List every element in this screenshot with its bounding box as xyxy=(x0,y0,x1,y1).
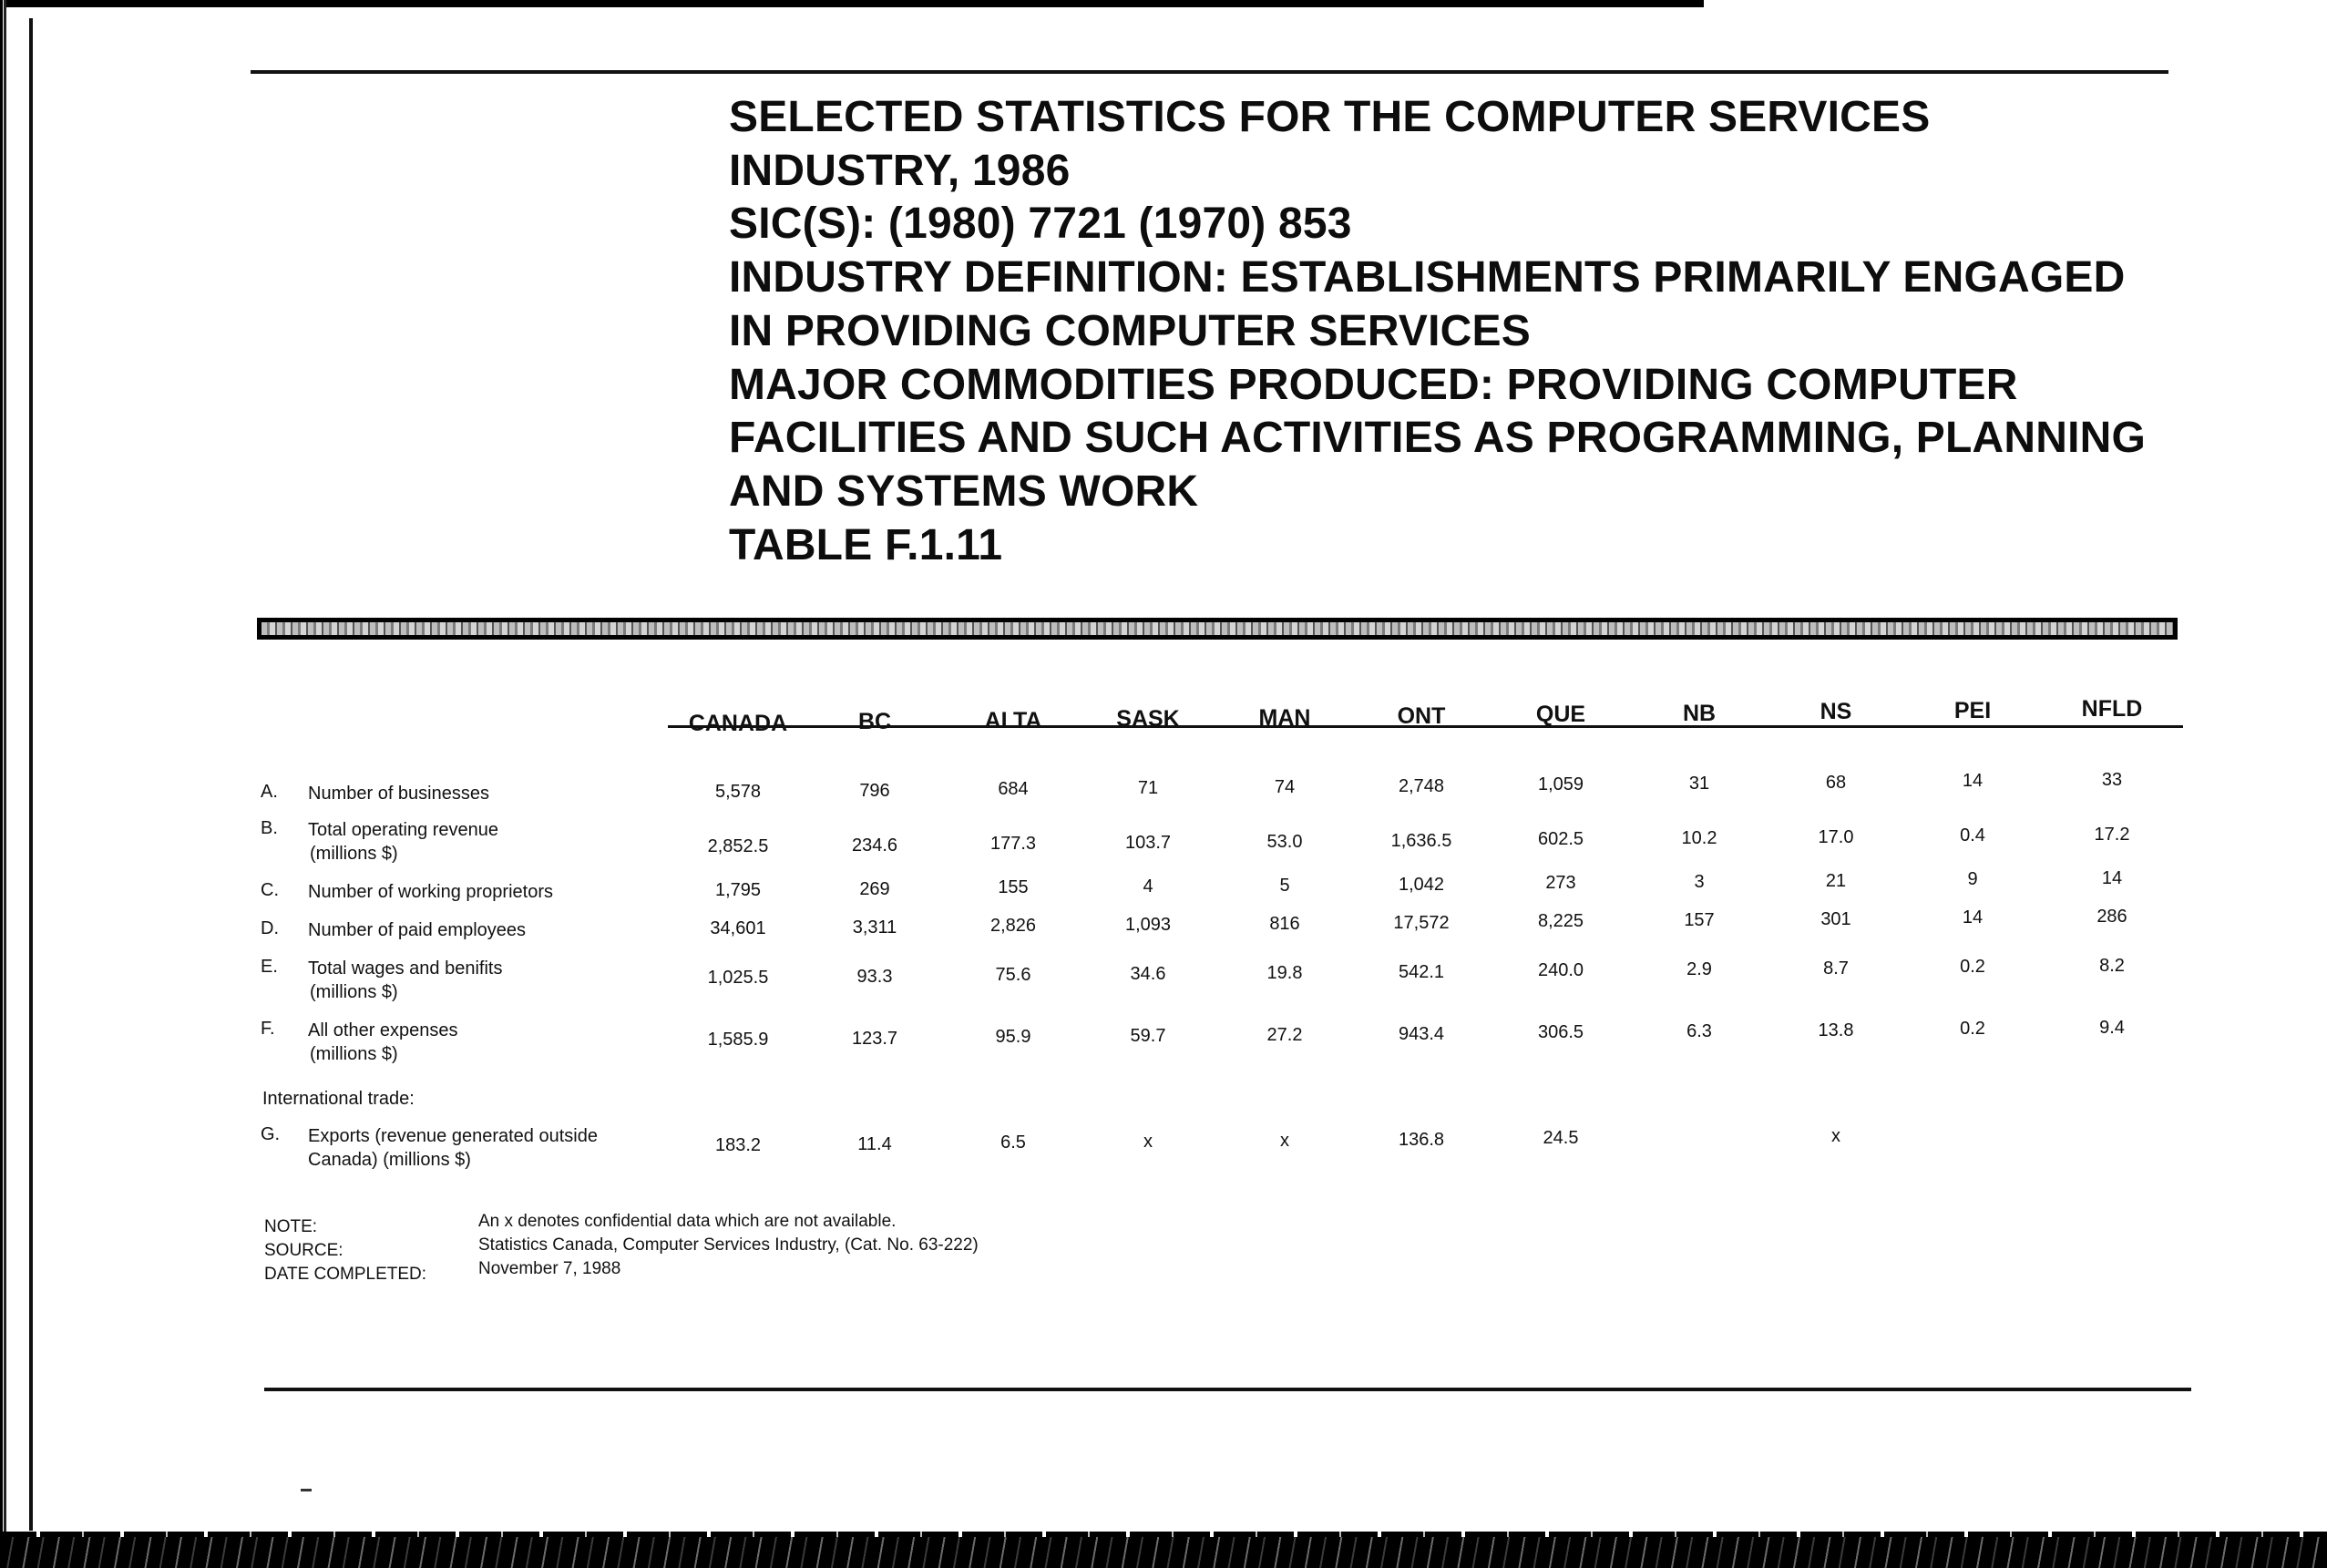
table-cell: 34,601 xyxy=(710,918,766,938)
table-cell: 5 xyxy=(1279,875,1290,896)
table-cell: 301 xyxy=(1820,908,1851,929)
table-cell: 177.3 xyxy=(989,834,1037,855)
table-top-band xyxy=(257,618,2178,640)
table-cell: 10.2 xyxy=(1681,827,1717,848)
table-cell: 9.4 xyxy=(2099,1018,2125,1038)
scan-border-bottom xyxy=(0,1532,2327,1568)
heading-line: SIC(S): (1980) 7721 (1970) 853 xyxy=(729,200,1352,249)
international-trade-label: International trade: xyxy=(262,1089,415,1109)
table-cell: 2,748 xyxy=(1398,775,1445,796)
table-cell: 6.5 xyxy=(1000,1132,1026,1153)
note-text: An x denotes confidential data which are not available. xyxy=(478,1212,897,1231)
table-cell: 59.7 xyxy=(1130,1026,1166,1047)
table-number: TABLE F.1.11 xyxy=(729,520,1003,569)
table-cell: 943.4 xyxy=(1398,1023,1445,1044)
table-cell: 17,572 xyxy=(1393,912,1450,933)
note-label: SOURCE: xyxy=(264,1241,343,1260)
heading-line: INDUSTRY, 1986 xyxy=(729,146,1071,195)
row-label xyxy=(308,957,502,1004)
table-cell: 33 xyxy=(2101,770,2123,790)
table-cell: 542.1 xyxy=(1398,961,1445,982)
column-header-pei: PEI xyxy=(1953,697,1992,723)
row-letter: F. xyxy=(261,1019,275,1039)
table-cell: 2,852.5 xyxy=(707,836,769,856)
note-label: NOTE: xyxy=(264,1217,318,1236)
table-cell: 8.7 xyxy=(1823,958,1849,979)
row-label-line: Total operating revenue xyxy=(308,820,499,840)
row-label-line: Number of paid employees xyxy=(308,920,527,940)
table-cell: 74 xyxy=(1274,776,1296,797)
table-cell: 21 xyxy=(1825,870,1847,891)
table-cell: 155 xyxy=(998,877,1029,898)
row-label-line: (millions $) xyxy=(310,1044,398,1064)
heading-line: AND SYSTEMS WORK xyxy=(729,466,1199,516)
table-cell: 183.2 xyxy=(714,1135,762,1155)
table-cell: 53.0 xyxy=(1266,831,1303,852)
row-label-line: (millions $) xyxy=(310,844,398,864)
table-cell: 1,059 xyxy=(1537,774,1584,795)
row-letter: E. xyxy=(261,957,278,977)
table-cell: 1,795 xyxy=(714,880,762,900)
table-cell: 27.2 xyxy=(1266,1024,1303,1045)
column-header-nb: NB xyxy=(1682,700,1717,726)
table-cell: 1,025.5 xyxy=(707,968,769,988)
table-cell: 1,093 xyxy=(1124,915,1172,936)
table-cell: 24.5 xyxy=(1543,1128,1579,1149)
row-label-line: Number of working proprietors xyxy=(308,882,553,902)
row-label xyxy=(308,1124,598,1172)
row-letter: B. xyxy=(261,818,278,838)
heading-line: INDUSTRY DEFINITION: ESTABLISHMENTS PRIMARILY ENGAGED xyxy=(729,253,2126,302)
column-header-man: MAN xyxy=(1258,704,1311,731)
row-label xyxy=(308,918,526,942)
note-label: DATE COMPLETED: xyxy=(264,1265,427,1284)
table-cell: 273 xyxy=(1545,873,1576,894)
table-cell: 1,585.9 xyxy=(707,1030,769,1050)
top-rule xyxy=(251,70,2168,74)
scan-border-top xyxy=(0,0,1704,7)
scan-border-left xyxy=(0,0,6,1568)
table-cell: 13.8 xyxy=(1818,1020,1854,1040)
table-cell: 14 xyxy=(1962,771,1984,792)
table-cell: 234.6 xyxy=(851,835,898,856)
table-cell: 103.7 xyxy=(1124,833,1172,854)
row-label-line: All other expenses xyxy=(308,1020,458,1040)
heading-line: SELECTED STATISTICS FOR THE COMPUTER SERVICES xyxy=(729,93,1931,141)
column-header-canada: CANADA xyxy=(688,711,788,736)
heading-line: MAJOR COMMODITIES PRODUCED: PROVIDING COMPUTER xyxy=(729,360,2018,409)
table-cell: 123.7 xyxy=(851,1028,898,1049)
row-letter: C. xyxy=(261,880,279,900)
table-cell: 0.4 xyxy=(1960,825,1985,846)
table-cell: 0.2 xyxy=(1960,957,1985,978)
column-header-bc: BC xyxy=(857,709,892,735)
row-letter: G. xyxy=(261,1124,281,1144)
table-cell: 19.8 xyxy=(1266,962,1303,983)
table-cell: x xyxy=(1280,1130,1289,1151)
row-label xyxy=(308,880,553,904)
table-cell: x xyxy=(1831,1125,1840,1146)
table-cell: 68 xyxy=(1825,772,1847,793)
row-label xyxy=(308,1019,458,1066)
row-label-line: Exports (revenue generated outside xyxy=(308,1126,598,1146)
table-cell: 816 xyxy=(1269,913,1300,934)
row-label xyxy=(308,782,489,805)
table-cell: 17.2 xyxy=(2094,825,2130,845)
row-label-line: Number of businesses xyxy=(308,784,489,804)
column-header-ns: NS xyxy=(1820,699,1852,725)
heading-line: FACILITIES AND SUCH ACTIVITIES AS PROGRAMMING, PLANNING xyxy=(729,414,2147,463)
column-header-sask: SASK xyxy=(1116,706,1180,733)
table-cell: 9 xyxy=(1967,869,1978,890)
table-cell: 14 xyxy=(2101,868,2123,888)
table-cell: 796 xyxy=(859,780,890,801)
column-header-nfld: NFLD xyxy=(2081,696,2143,722)
table-cell: 684 xyxy=(998,779,1029,800)
table-cell: 75.6 xyxy=(995,965,1031,986)
table-cell: 286 xyxy=(2096,907,2127,927)
scan-border-left-inner xyxy=(29,18,33,1531)
table-cell: 306.5 xyxy=(1537,1022,1584,1043)
bottom-rule xyxy=(264,1388,2191,1391)
table-cell: 95.9 xyxy=(995,1027,1031,1048)
heading-line: IN PROVIDING COMPUTER SERVICES xyxy=(729,306,1531,355)
row-label-line: Total wages and benifits xyxy=(308,958,503,979)
table-cell: 93.3 xyxy=(856,966,893,987)
table-cell: 14 xyxy=(1962,907,1984,928)
table-cell: 3 xyxy=(1694,871,1705,892)
table-cell: 1,636.5 xyxy=(1390,830,1452,851)
table-cell: 2.9 xyxy=(1686,958,1712,979)
table-cell: 31 xyxy=(1688,773,1710,794)
table-cell: 17.0 xyxy=(1818,826,1854,847)
table-cell: 269 xyxy=(859,878,890,899)
scan-speck xyxy=(301,1489,312,1491)
table-cell: 5,578 xyxy=(714,782,762,802)
table-cell: 602.5 xyxy=(1537,829,1584,850)
column-header-ont: ONT xyxy=(1397,703,1446,729)
table-cell: 136.8 xyxy=(1398,1129,1445,1150)
table-cell: 34.6 xyxy=(1130,964,1166,985)
note-text: Statistics Canada, Computer Services Industry, (Cat. No. 63-222) xyxy=(478,1235,979,1255)
table-cell: 0.2 xyxy=(1960,1019,1985,1040)
table-cell: 71 xyxy=(1137,778,1159,799)
table-cell: 8.2 xyxy=(2099,956,2125,976)
row-letter: D. xyxy=(261,918,279,938)
row-label-line: (millions $) xyxy=(310,982,398,1002)
table-cell: 240.0 xyxy=(1537,960,1584,981)
row-letter: A. xyxy=(261,782,278,802)
table-cell: 1,042 xyxy=(1398,874,1445,895)
column-header-alta: ALTA xyxy=(984,707,1042,733)
document-heading xyxy=(729,91,2205,572)
table-cell: 6.3 xyxy=(1686,1020,1712,1041)
table-cell: 3,311 xyxy=(852,917,897,938)
row-label xyxy=(308,818,498,866)
table-cell: 4 xyxy=(1143,876,1153,897)
table-cell: 2,826 xyxy=(989,916,1037,937)
table-cell: 11.4 xyxy=(857,1133,892,1154)
note-text: November 7, 1988 xyxy=(478,1259,621,1278)
column-header-que: QUE xyxy=(1535,702,1586,728)
table-cell: x xyxy=(1143,1132,1153,1153)
table-cell: 8,225 xyxy=(1537,911,1584,932)
table-cell: 157 xyxy=(1684,909,1715,930)
row-label-line: Canada) (millions $) xyxy=(308,1150,471,1170)
